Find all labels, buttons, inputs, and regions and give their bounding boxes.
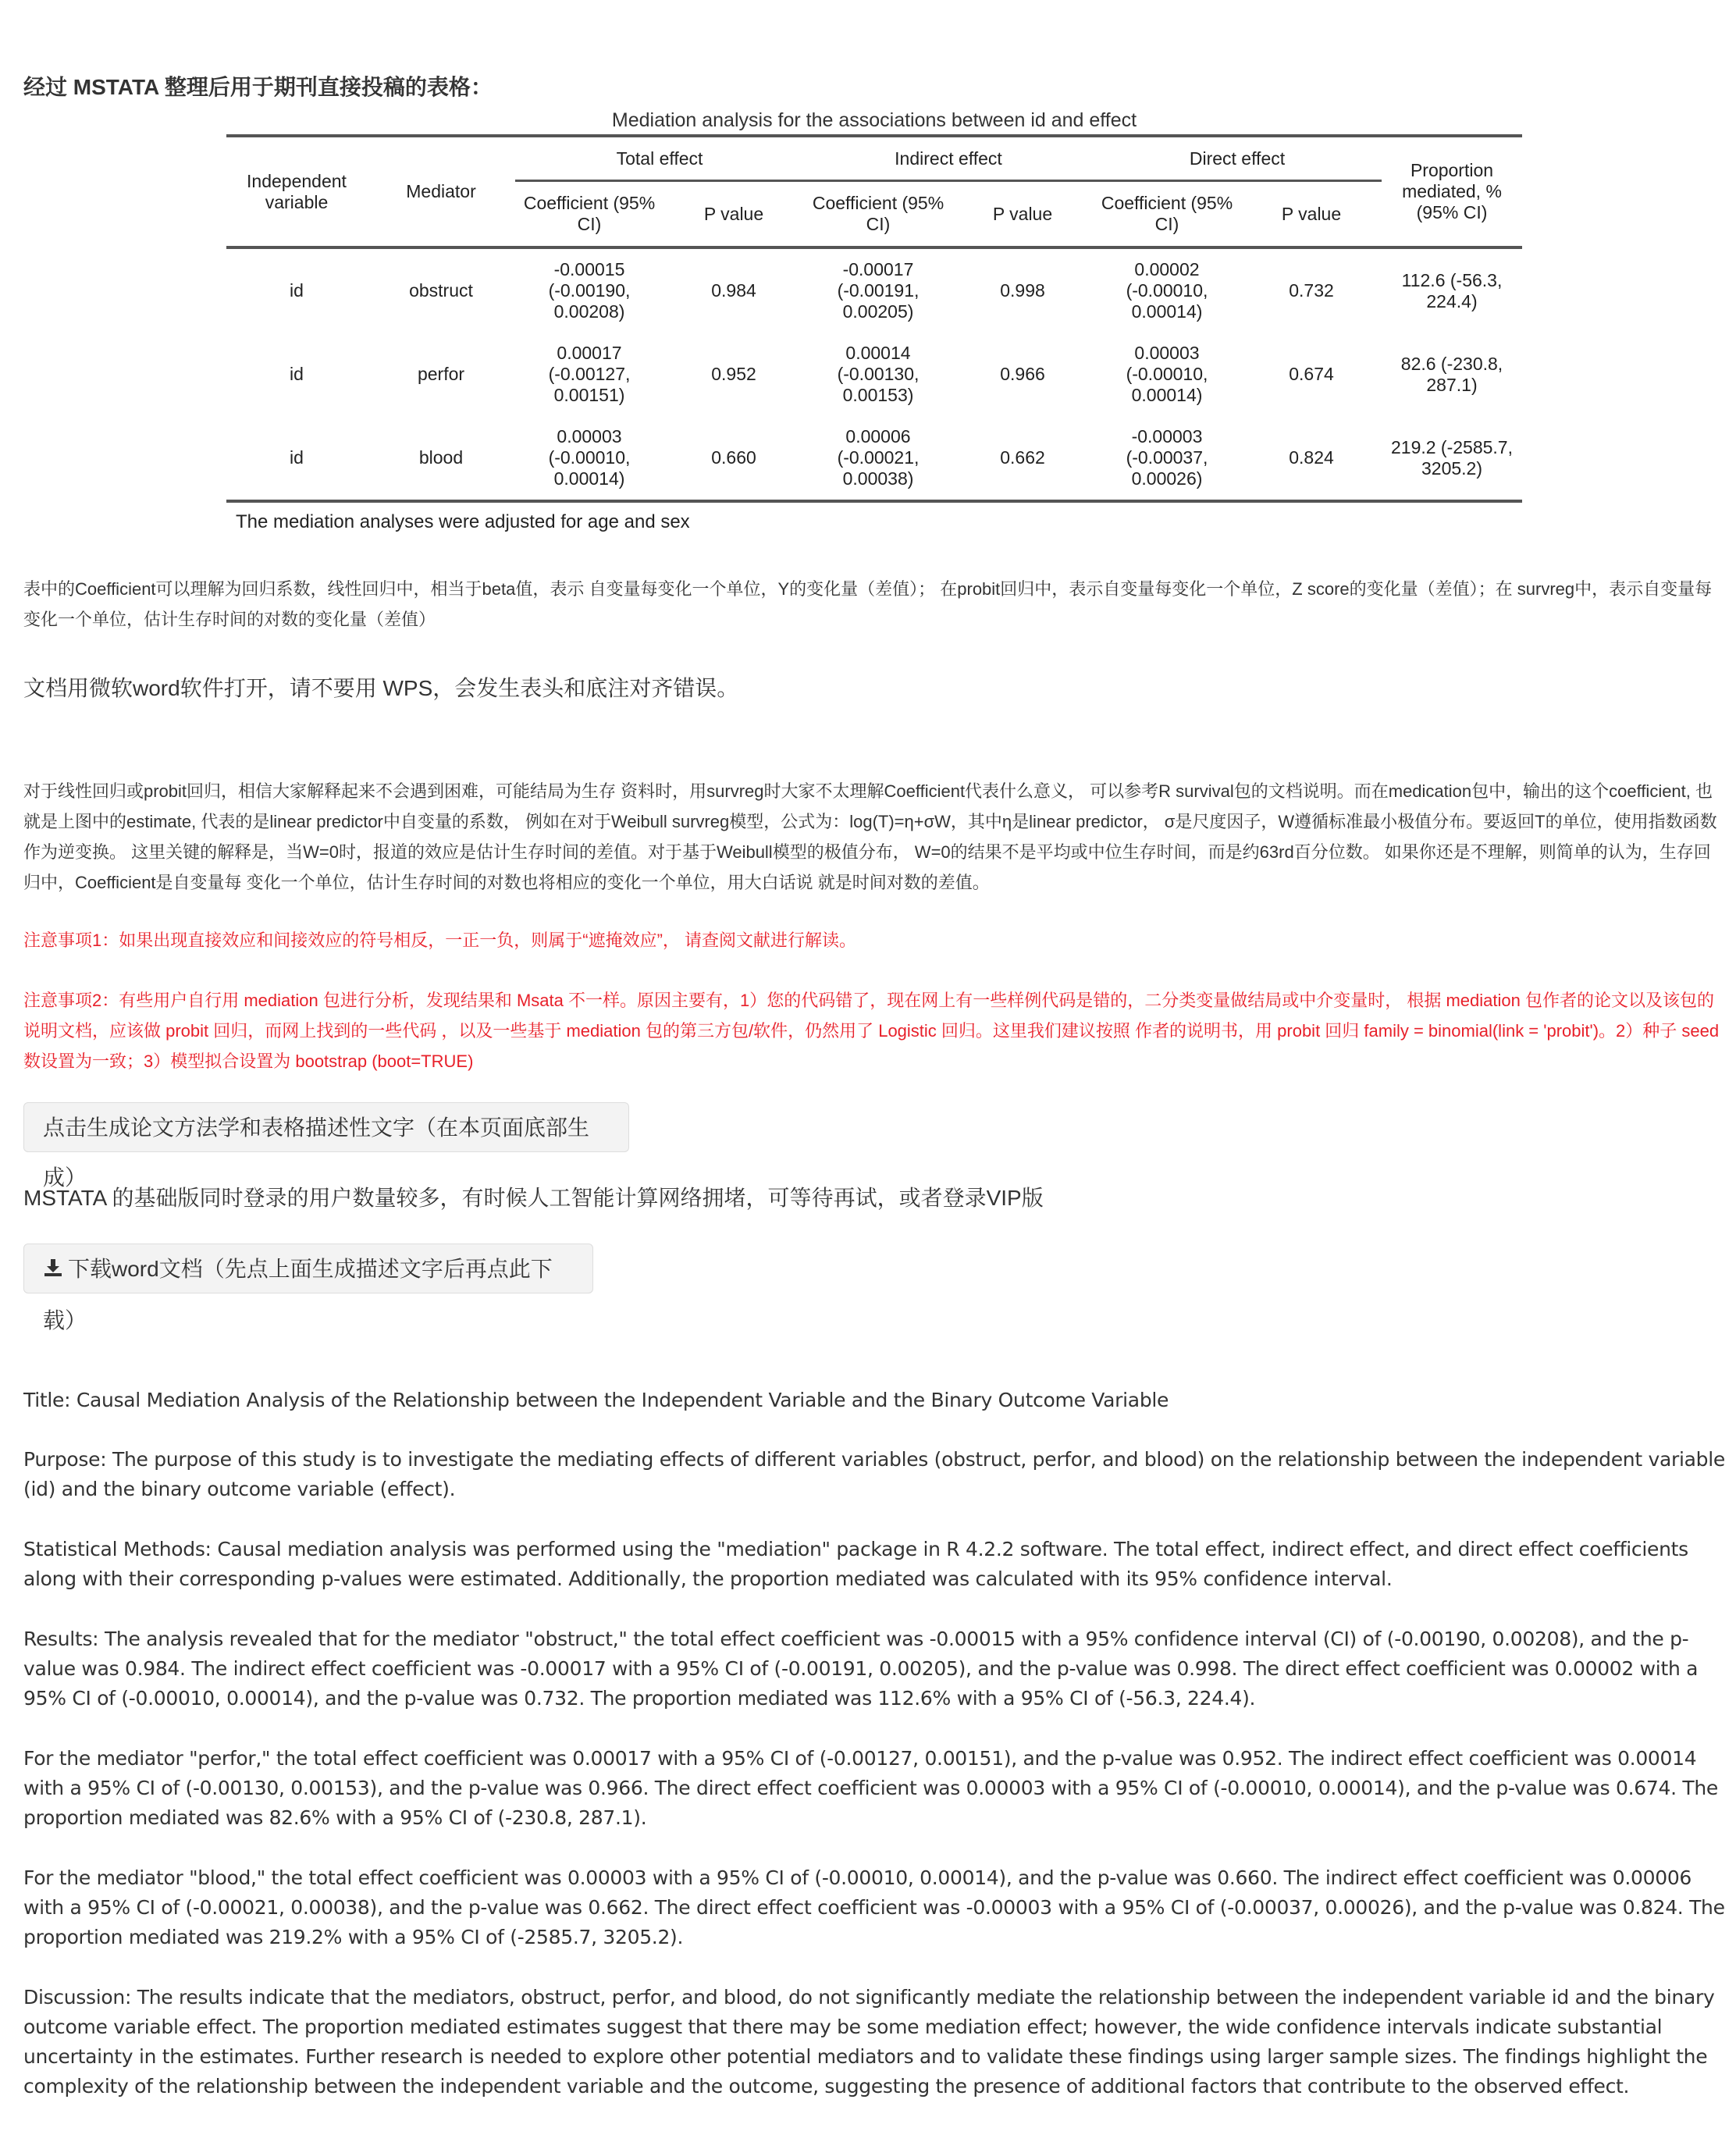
table-row [226,333,1522,416]
cell-total-coef: 0.00003 (-0.00010, 0.00014) [515,416,663,501]
article-title: Title: Causal Mediation Analysis of the Relationship between the Independent Variable and the Binary Outcome Variable [23,1389,1169,1411]
col-group-indirect-effect: Indirect effect [804,136,1093,181]
col-direct-coefficient: Coefficient (95% CI) [1093,181,1241,248]
cell-indirect-coef: 0.00006 (-0.00021, 0.00038) [804,416,952,501]
cell-indirect-coef: 0.00014 (-0.00130, 0.00153) [837,343,920,405]
article-purpose: Purpose: The purpose of this study is to investigate the mediating effects of different variables (obstruct, perfor, and blood) on the relationship between the independent variable (id) and the binary outcome variable (effect). [23,1448,1725,1500]
table-row [226,247,1522,333]
cell-total-coef: 0.00017 (-0.00127, 0.00151) [548,343,631,405]
cell-mediator: obstruct [409,280,473,301]
article-results-blood: For the mediator "blood," the total effect coefficient was 0.00003 with a 95% CI of (-0.00010, 0.00014), and the p-value was 0.660. The indirect effect coefficient was 0.00006 with a 95% CI of (-0.00021, 0.00038), and the p-value was 0.662. The direct effect coefficient was -0.00003 with a 95% CI of (-0.00037, 0.00026), and the p-value was 0.824. The proportion mediated was 219.2% with a 95% CI of (-2585.7, 3205.2). [23,1866,1725,1948]
article-results-obstruct: Results: The analysis revealed that for the mediator "obstruct," the total effect coefficient was -0.00015 with a 95% confidence interval (CI) of (-0.00190, 0.00208), and the p-value was 0.984. The indirect effect coefficient was -0.00017 with a 95% CI of (-0.00191, 0.00205), and the p-value was 0.998. The direct effect coefficient was 0.00002 with a 95% CI of (-0.00010, 0.00014), and the p-value was 0.732. The proportion mediated was 112.6% with a 95% CI of (-56.3, 224.4). [23,1628,1699,1710]
cell-proportion: 82.6 (-230.8, 287.1) [1400,353,1503,395]
download-icon [43,1246,63,1296]
generate-text-button[interactable]: 点击生成论文方法学和表格描述性文字（在本页面底部生成） [23,1102,629,1152]
cell-mediator: blood [367,416,515,501]
article-methods: Statistical Methods: Causal mediation analysis was performed using the "mediation" package in R 4.2.2 software. The total effect, indirect effect, and direct effect coefficients along with their corresponding p-values were estimated. Additionally, the proportion mediated was calculated with its 95% confidence interval. [23,1538,1688,1590]
cell-direct-p: 0.824 [1241,416,1382,501]
page-heading: 经过 MSTATA 整理后用于期刊直接投稿的表格： [23,75,493,99]
table-row [226,416,1522,501]
coefficient-explanation: 表中的Coefficient可以理解为回归系数，线性回归中，相当于beta值，表示 自变量每变化一个单位，Y的变化量（差值）； 在probit回归中，表示自变量每变化一个单位，Z score的变化量（差值）；在 survreg中，表示自变量每变化一个单位，估计生存时间的对数的变化量（差值） [23,579,1713,629]
cell-total-p: 0.952 [711,364,756,384]
cell-direct-p: 0.732 [1289,280,1334,301]
cell-direct-coef: 0.00003 (-0.00010, 0.00014) [1126,343,1208,405]
table-footnote: The mediation analyses were adjusted for age and sex [236,511,690,532]
cell-iv: id [290,280,304,301]
survreg-note: 对于线性回归或probit回归，相信大家解释起来不会遇到困难，可能结局为生存 资料时，用survreg时大家不太理解Coefficient代表什么意义， 可以参考R survival包的文档说明。而在medication包中，输出的这个coefficient, 也就是上图中的estimate, 代表的是linear predictor中自变量的系数， 例如在对于Weibull survreg模型，公式为：log(T)=η+σW，其中η是linear predictor， σ是尺度因子，W遵循标准最小极值分布。要返回T的单位，使用指数函数作为逆变换。 这里关键的解释是，当W=0时，报道的效应是估计生存时间的差值。对于基于Weibull模型的极值分布， W=0的结果不是平均或中位生存时间，而是约63rd百分位数。 如果你还是不理解，则简单的认为，生存回归中，Coefficient是自变量每 变化一个单位，估计生存时间的对数也将相应的变化一个单位，用大白话说 就是时间对数的差值。 [23,781,1717,892]
col-total-p-value: P value [663,181,804,248]
download-word-label: 下载word文档（先点上面生成描述文字后再点此下载） [43,1257,553,1333]
cell-iv: id [290,364,304,384]
cell-total-p: 0.660 [663,416,804,501]
cell-direct-coef: -0.00003 (-0.00037, 0.00026) [1093,416,1241,501]
cell-indirect-p: 0.998 [1000,280,1045,301]
cell-direct-p: 0.674 [1289,364,1334,384]
cell-total-coef: -0.00015 (-0.00190, 0.00208) [548,259,631,322]
col-independent-variable: Independent variable [226,136,367,247]
article-results-perfor: For the mediator "perfor," the total effect coefficient was 0.00017 with a 95% CI of (-0.00127, 0.00151), and the p-value was 0.952. The indirect effect coefficient was 0.00014 with a 95% CI of (-0.00130, 0.00153), and the p-value was 0.966. The direct effect coefficient was 0.00003 with a 95% CI of (-0.00010, 0.00014), and the p-value was 0.674. The proportion mediated was 82.6% with a 95% CI of (-230.8, 287.1). [23,1747,1718,1829]
col-indirect-p-value: P value [952,181,1093,248]
table-title: Mediation analysis for the associations between id and effect [611,109,1137,131]
col-mediator: Mediator [367,136,515,247]
notice-1: 注意事项1：如果出现直接效应和间接效应的符号相反，一正一负，则属于“遮掩效应”， 请查阅文献进行解读。 [23,930,857,950]
mediation-table [226,134,1522,503]
cell-total-p: 0.984 [711,280,756,301]
cell-indirect-p: 0.966 [1000,364,1045,384]
cell-proportion: 112.6 (-56.3, 224.4) [1401,269,1503,311]
article-discussion: Discussion: The results indicate that the mediators, obstruct, perfor, and blood, do not significantly mediate the relationship between the independent variable id and the binary outcome variable effect. The proportion mediated estimates suggest that there may be some mediation effect; however, the wide confidence intervals indicate substantial uncertainty in the estimates. Further research is needed to explore other potential mediators and to validate these findings using larger sample sizes. The findings highlight the complexity of the relationship between the independent variable and the outcome, suggesting the presence of additional factors that contribute to the observed effect. [23,1986,1715,2098]
col-direct-p-value: P value [1241,181,1382,248]
busy-note: MSTATA 的基础版同时登录的用户数量较多，有时候人工智能计算网络拥堵，可等待再试，或者登录VIP版 [23,1186,1044,1210]
cell-mediator: perfor [417,364,465,384]
notice-2: 注意事项2：有些用户自行用 mediation 包进行分析，发现结果和 Msata 不一样。原因主要有，1）您的代码错了，现在网上有一些样例代码是错的，二分类变量做结局或中介变量时， 根据 mediation 包作者的论文以及该包的说明文档，应该做 probit 回归，而网上找到的一些代码 ，以及一些基于 mediation 包的第三方包/软件，仍然用了 Logistic 回归。这里我们建议按照 作者的说明书，用 probit 回归 family = binomial(link = 'probit')。2）种子 seed 数设置为一致；3）模型拟合设置为 bootstrap (boot=TRUE) [23,991,1720,1071]
col-group-direct-effect: Direct effect [1093,136,1382,181]
cell-indirect-coef: -0.00017 (-0.00191, 0.00205) [837,259,920,322]
word-tip: 文档用微软word软件打开，请不要用 WPS，会发生表头和底注对齐错误。 [23,676,739,700]
col-group-total-effect: Total effect [515,136,804,181]
cell-direct-coef: 0.00002 (-0.00010, 0.00014) [1126,259,1208,322]
download-word-button[interactable] [23,1244,593,1333]
col-proportion-mediated: Proportion mediated, % (95% CI) [1382,136,1522,247]
cell-iv: id [226,416,367,501]
col-total-coefficient: Coefficient (95% CI) [515,181,663,248]
cell-indirect-p: 0.662 [952,416,1093,501]
cell-proportion: 219.2 (-2585.7, 3205.2) [1382,416,1522,501]
col-indirect-coefficient: Coefficient (95% CI) [804,181,952,248]
